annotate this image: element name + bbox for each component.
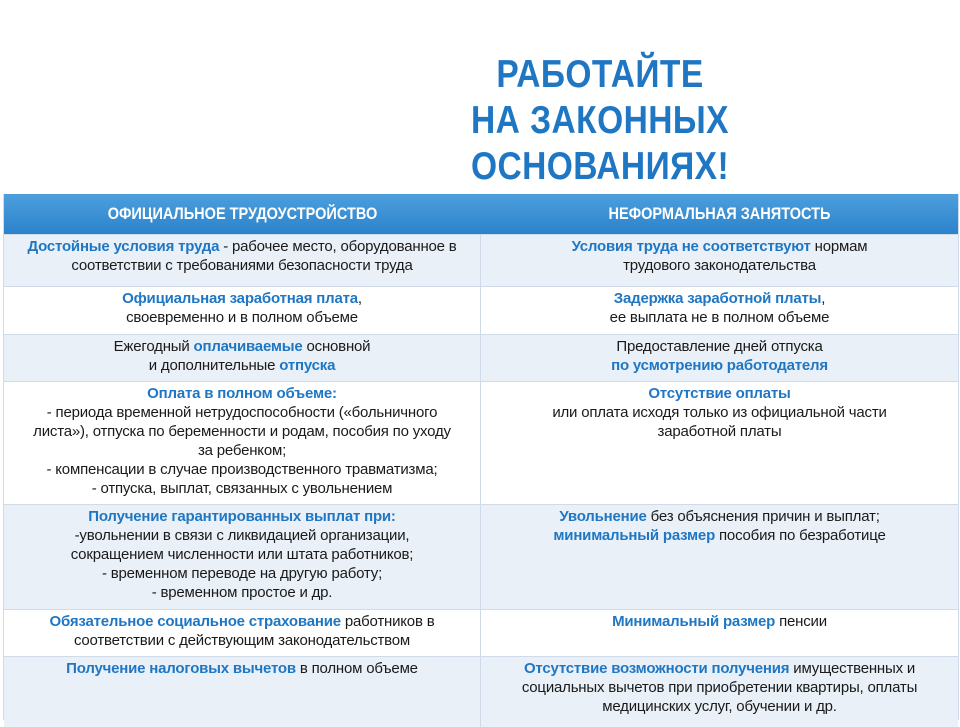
highlight: по усмотрению работодателя <box>611 357 828 374</box>
table-row <box>4 656 958 727</box>
cell-informal <box>481 505 958 609</box>
header-official: ОФИЦИАЛЬНОЕ ТРУДОУСТРОЙСТВО <box>107 204 378 223</box>
highlight: Обязательное социальное страхование <box>49 613 341 630</box>
table-row <box>4 234 958 286</box>
cell-text: за ребенком; <box>197 442 287 459</box>
cell-official <box>4 287 481 334</box>
cell-informal <box>481 382 958 504</box>
cell-informal <box>481 287 958 334</box>
cell-text: медицинских услуг, обучении и др. <box>602 698 837 715</box>
cell-text: пособия по безработице <box>715 527 886 544</box>
highlight: Достойные условия труда <box>27 238 220 255</box>
cell-text: - периода временной нетрудоспособности («больничного <box>46 404 438 421</box>
cell-text: , <box>357 290 362 307</box>
cell-official <box>4 505 481 609</box>
cell-text: ее выплата не в полном объеме <box>609 309 830 326</box>
cell-informal <box>481 335 958 381</box>
cell-text: работников в <box>340 613 435 630</box>
cell-text: трудового законодательства <box>623 257 816 274</box>
cell-text: и дополнительные <box>148 357 280 374</box>
highlight: оплачиваемые <box>193 338 303 355</box>
highlight: Получение налоговых вычетов <box>66 660 296 677</box>
cell-text: - рабочее место, оборудованное в <box>219 238 457 255</box>
highlight: Официальная заработная плата <box>122 290 358 307</box>
cell-text: основной <box>302 338 371 355</box>
highlight: Задержка заработной платы <box>613 290 822 307</box>
cell-text: - отпуска, выплат, связанных с увольнением <box>91 480 393 497</box>
title-line-1: РАБОТАЙТЕ <box>496 53 704 96</box>
cell-text: - временном простое и др. <box>151 584 333 601</box>
cell-text: , <box>821 290 826 307</box>
cell-text: заработной платы <box>657 423 782 440</box>
cell-text: - компенсации в случае производственного травматизма; <box>46 461 438 478</box>
cell-official <box>4 610 481 656</box>
highlight: Условия труда не соответствуют <box>571 238 811 255</box>
header-informal: НЕФОРМАЛЬНАЯ ЗАНЯТОСТЬ <box>608 204 831 223</box>
table-row <box>4 286 958 334</box>
highlight: Отсутствие оплаты <box>648 385 791 402</box>
cell-text: соответствии с действующим законодательством <box>73 632 411 649</box>
table-header <box>4 194 958 234</box>
cell-text: нормам <box>810 238 868 255</box>
cell-official <box>4 657 481 727</box>
cell-text: Предоставление дней отпуска <box>616 338 823 355</box>
highlight: минимальный размер <box>553 527 716 544</box>
cell-text: - временном переводе на другую работу; <box>101 565 383 582</box>
cell-informal <box>481 610 958 656</box>
title-line-2: НА ЗАКОННЫХ ОСНОВАНИЯХ! <box>470 99 730 188</box>
cell-text: своевременно и в полном объеме <box>126 309 358 326</box>
cell-text: Ежегодный <box>113 338 194 355</box>
cell-informal <box>481 235 958 286</box>
highlight: отпуска <box>279 357 336 374</box>
cell-official <box>4 382 481 504</box>
table-row <box>4 609 958 656</box>
cell-official <box>4 335 481 381</box>
cell-text: без объяснения причин и выплат; <box>646 508 880 525</box>
cell-text: соответствии с требованиями безопасности труда <box>71 257 413 274</box>
cell-text: социальных вычетов при приобретении квартиры, оплаты <box>521 679 918 696</box>
cell-text: имущественных и <box>789 660 916 677</box>
table-row <box>4 334 958 381</box>
highlight: Минимальный размер <box>612 613 776 630</box>
page-title <box>342 52 858 190</box>
cell-official <box>4 235 481 286</box>
cell-informal <box>481 657 958 727</box>
cell-text: пенсии <box>775 613 827 630</box>
highlight: Получение гарантированных выплат при: <box>88 508 396 525</box>
cell-text: -увольнении в связи с ликвидацией организации, <box>74 527 410 544</box>
table-row <box>4 504 958 609</box>
comparison-table <box>3 194 959 720</box>
highlight: Увольнение <box>559 508 647 525</box>
highlight: Отсутствие возможности получения <box>523 660 790 677</box>
cell-text: в полном объеме <box>295 660 418 677</box>
highlight: Оплата в полном объеме: <box>147 385 337 402</box>
table-row <box>4 381 958 504</box>
cell-text: листа»), отпуска по беременности и родам, пособия по уходу <box>33 423 451 440</box>
cell-text: или оплата исходя только из официальной части <box>552 404 887 421</box>
cell-text: сокращением численности или штата работников; <box>70 546 414 563</box>
